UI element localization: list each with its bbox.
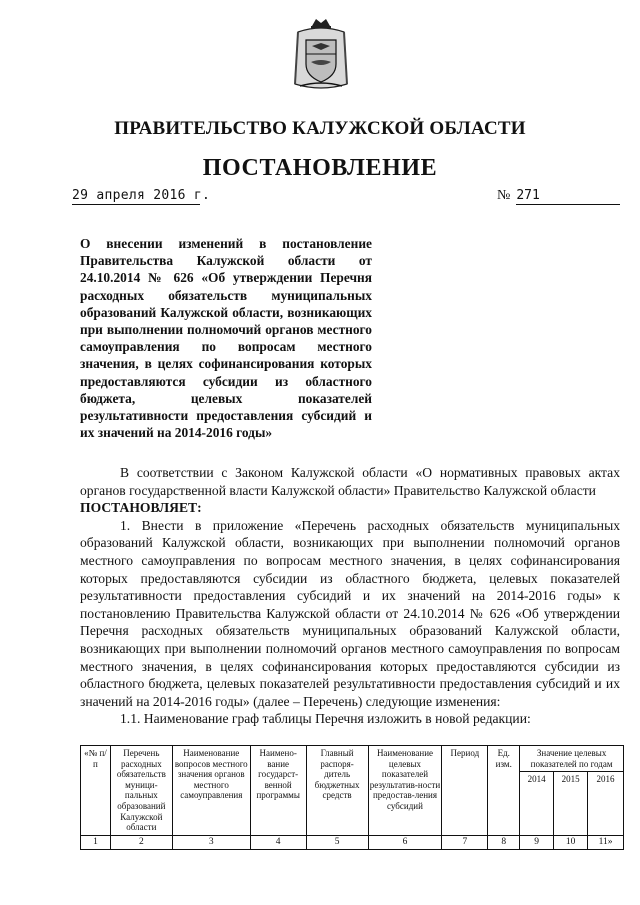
item-1-1-paragraph: 1.1. Наименование граф таблицы Перечня изложить в новой редакции: [120,711,531,727]
coat-of-arms-icon [292,16,350,92]
decree-body [80,464,620,728]
column-number-cell: 10 [554,836,588,850]
date-underline [72,204,200,205]
number-underline [516,204,620,205]
table-header-cell: Перечень расходных обязательств муници-пальных образований Калужской области [110,746,172,836]
column-number-cell: 4 [250,836,306,850]
decree-number [497,188,540,204]
year-header-cell: 2015 [554,772,588,836]
year-header-cell: 2016 [588,772,624,836]
item-1-paragraph: 1. Внести в приложение «Перечень расходных обязательств муниципальных образований Калужской области, возникающих при выполнении полномочий органов местного самоуправления по вопросам местного значения, в целях софинансирования которых предоставляются субсидии из областного бюджета, целевых показателей результативности предоставления субсидий и их значений на 2014-2016 годы» к постановлению Правительства Калужской области от 24.10.2014 № 626 «Об утверждении Перечня расходных обязательств муниципальных образований Калужской области, возникающих при выполнении полномочий органов местного самоуправления по вопросам местного значения, в целях софинансирования которых предоставляются субсидии из областного бюджета, целевых показателей результативности предоставления субсидий и их значений на 2014-2016 годы» (далее – Перечень) следующие изменения: [80,517,620,709]
column-number-cell: 1 [81,836,111,850]
column-number-cell: 6 [368,836,442,850]
decree-subject: О внесении изменений в постановление Правительства Калужской области от 24.10.2014 № 626 «Об утверждении Перечня расходных обязательств муниципальных образований Калужской области, возникающих при выполнении полномочий органов местного самоуправления по вопросам местного значения, в целях софинансирования которых предоставляются субсидии из областного бюджета, целевых показателей результативности предоставления субсидий и их значений на 2014-2016 годы» [80,236,372,441]
number-value: 271 [516,188,540,203]
column-number-cell: 7 [442,836,488,850]
table-header-cell: Наименование вопросов местного значения органов местного самоуправления [172,746,250,836]
table-header-cell: Главный распоря-дитель бюджетных средств [306,746,368,836]
document-type-title: ПОСТАНОВЛЕНИЕ [202,155,438,181]
year-header-cell: 2014 [520,772,554,836]
table-header-cell: Период [442,746,488,836]
table-header-cell: Наимено-вание государст-венной программы [250,746,306,836]
decree-date: 29 апреля 2016 г. [72,188,211,203]
column-number-cell: 3 [172,836,250,850]
intro-paragraph: В соответствии с Законом Калужской области «О нормативных правовых актах органов государственной власти Калужской области» Правительство Калужской области [80,465,620,498]
resolves-heading: ПОСТАНОВЛЯЕТ: [80,500,202,516]
table-header-cell: Наименование целевых показателей результатив-ности предостав-ления субсидий [368,746,442,836]
table-header-grid [80,745,624,850]
column-number-cell: 5 [306,836,368,850]
column-number-cell: 8 [488,836,520,850]
government-name: ПРАВИТЕЛЬСТВО КАЛУЖСКОЙ ОБЛАСТИ [114,118,526,139]
column-number-cell: 9 [520,836,554,850]
table-header-cell: Ед. изм. [488,746,520,836]
number-label: № [497,188,511,203]
table-header-cell: «№ п/п [81,746,111,836]
column-number-cell: 11» [588,836,624,850]
table-header-cell: Значение целевых показателей по годам [520,746,624,772]
column-number-cell: 2 [110,836,172,850]
